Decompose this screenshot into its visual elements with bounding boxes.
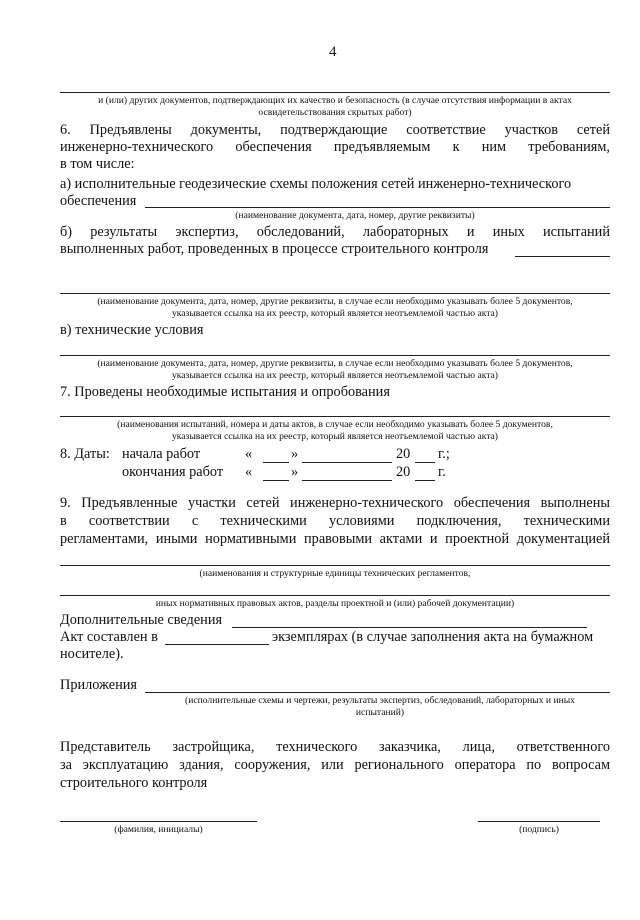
signature-caption: (подпись) [519,824,559,835]
signature-field[interactable] [478,821,600,822]
section-6-line-1: 6. Предъявлены документы, подтверждающие соответствие участков сетей [60,122,610,138]
start-quote-close: » [291,446,299,462]
section-9-line-2: в соответствии с техническими условиями подключения, техническими [60,513,610,529]
start-day-field[interactable] [263,462,289,463]
section-6b-line-1: б) результаты экспертиз, обследований, лабораторных и иных испытаний [60,224,610,240]
additional-info-field[interactable] [232,627,587,628]
section-7-text: 7. Проведены необходимые испытания и опробования [60,384,390,400]
end-quote-close: » [291,464,299,480]
start-month-field[interactable] [302,462,392,463]
end-day-field[interactable] [263,480,289,481]
start-year-field[interactable] [415,462,435,463]
end-year-field[interactable] [415,480,435,481]
copies-text-2: носителе). [60,646,124,662]
section-6a-line-2: обеспечения [60,193,137,209]
section-7-caption-1: (наименования испытаний, номера и даты актов, в случае если необходимо указывать более 5 документов, [117,419,553,430]
section-7-field[interactable] [60,416,610,417]
top-caption-2: освидетельствования скрытых работ) [258,107,412,118]
section-6a-field[interactable] [145,207,610,208]
attachments-field[interactable] [145,692,610,693]
copies-count-field[interactable] [165,644,269,645]
section-6b-field-inline[interactable] [515,256,610,257]
page-number: 4 [329,44,337,60]
end-date-label: окончания работ [122,464,224,480]
section-6c-line: в) технические условия [60,322,204,338]
end-year-prefix: 20 [396,464,411,480]
section-9-caption-2: иных нормативных правовых актов, разделы проектной и (или) рабочей документации) [155,598,515,609]
top-caption-1: и (или) других документов, подтверждающих их качество и безопасность (в случае отсутствия информации в актах [98,95,572,106]
additional-info-label: Дополнительные сведения [60,612,223,628]
section-9-field-1[interactable] [60,565,610,566]
section-9-line-3: регламентами, иными нормативными правовыми актами и проектной документацией [60,531,610,547]
end-month-field[interactable] [302,480,392,481]
attachments-label: Приложения [60,677,137,693]
copies-text: экземплярах (в случае заполнения акта на бумажном [272,629,594,645]
section-6b-field[interactable] [60,293,610,294]
section-6b-caption-1: (наименование документа, дата, номер, другие реквизиты, в случае если необходимо указывать более 5 документов, [97,296,573,307]
attachments-caption-2: испытаний) [355,707,405,718]
section-6b-line-2: выполненных работ, проведенных в процессе строительного контроля [60,241,489,257]
end-quote-open: « [245,464,253,480]
section-6-line-3: в том числе: [60,156,135,172]
start-quote-open: « [245,446,253,462]
section-6c-caption-1: (наименование документа, дата, номер, другие реквизиты, в случае если необходимо указывать более 5 документов, [97,358,573,369]
name-initials-caption: (фамилия, инициалы) [114,824,203,835]
start-year-prefix: 20 [396,446,411,462]
section-6a-caption: (наименование документа, дата, номер, другие реквизиты) [235,210,475,221]
section-6a-line-1: а) исполнительные геодезические схемы положения сетей инженерно-технического [60,176,572,192]
start-date-label: начала работ [122,446,201,462]
start-suffix: г.; [438,446,450,462]
section-9-field-2[interactable] [60,595,610,596]
representative-line-2: за эксплуатацию здания, сооружения, или регионального оператора по вопросам [60,757,610,773]
section-7-caption-2: указывается ссылка на их реестр, который является неотъемлемой частью акта) [171,431,499,442]
section-9-line-1: 9. Предъявленные участки сетей инженерно-технического обеспечения выполнены [60,495,610,511]
representative-line-1: Представитель застройщика, технического заказчика, лица, ответственного [60,739,610,755]
section-6b-caption-2: указывается ссылка на их реестр, который является неотъемлемой частью акта) [171,308,499,319]
section-6c-field[interactable] [60,355,610,356]
section-6c-caption-2: указывается ссылка на их реестр, который является неотъемлемой частью акта) [171,370,499,381]
name-initials-field[interactable] [60,821,257,822]
section-8-label: 8. Даты: [60,446,110,462]
attachments-caption-1: (исполнительные схемы и чертежи, результаты экспертиз, обследований, лабораторных и иных [185,695,575,706]
section-6-line-2: инженерно-технического обеспечения предъявляемым к ним требованиям, [60,139,610,155]
end-suffix: г. [438,464,446,480]
copies-label: Акт составлен в [60,629,158,645]
representative-line-3: строительного контроля [60,775,208,791]
section-9-caption-1: (наименования и структурные единицы технических регламентов, [199,568,471,579]
top-field-line [60,92,610,93]
